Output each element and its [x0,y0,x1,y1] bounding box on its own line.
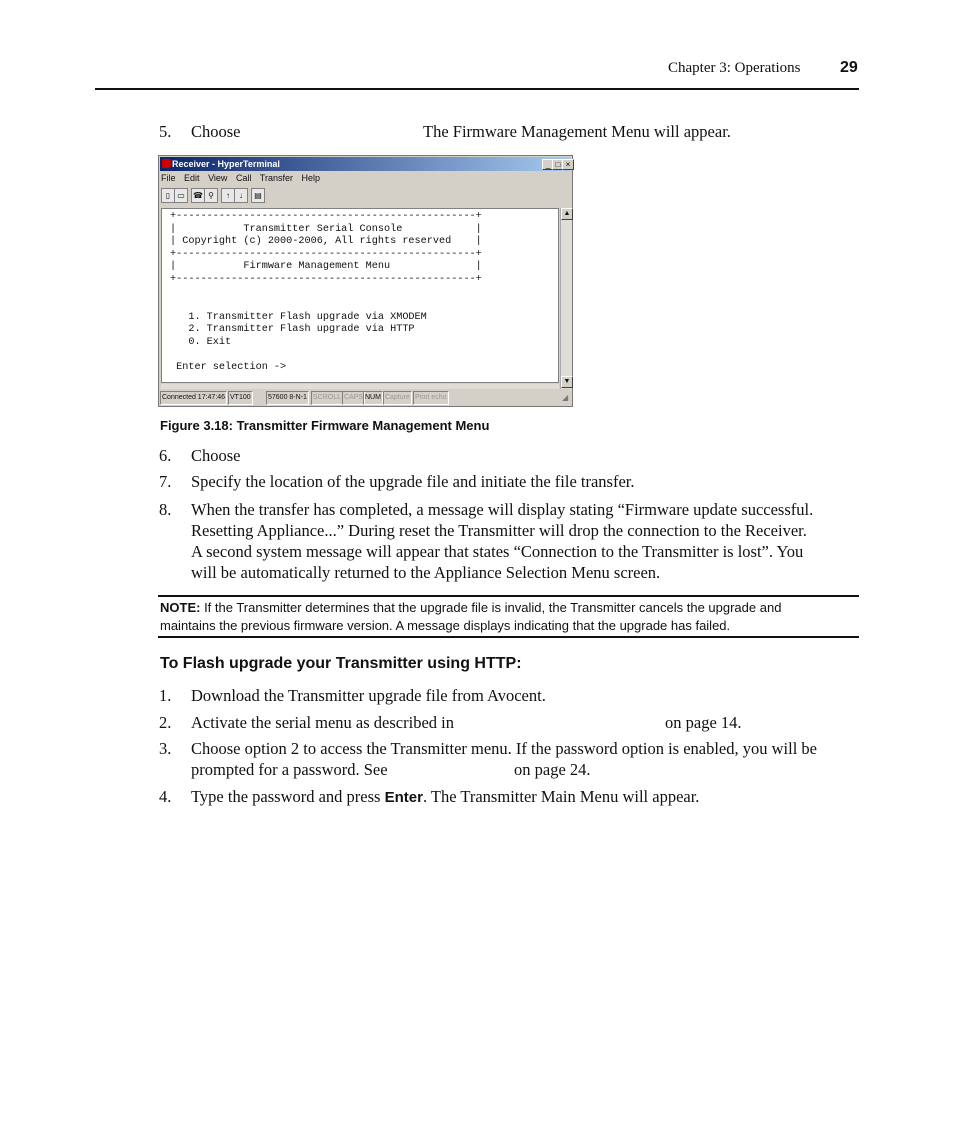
step-5-number: 5. [159,122,172,141]
scroll-down-icon[interactable]: ▼ [561,376,573,388]
step-5-choose: Choose [191,122,241,141]
maximize-icon[interactable]: □ [552,159,564,170]
menu-file[interactable]: File [161,173,176,183]
http-step-3-page-ref: on page 24. [514,760,591,779]
step-7-number: 7. [159,472,172,491]
window-title-bar [160,157,571,171]
status-connected: Connected 17:47:46 [160,391,227,405]
call-icon[interactable]: ☎ [191,188,205,203]
http-step-3-line-1: Choose option 2 to access the Transmitter menu. If the password option is enabled, you will be [191,739,817,758]
resize-grip-icon[interactable]: ◢ [562,393,569,402]
close-icon[interactable]: × [562,159,574,170]
note-label: NOTE: [160,600,201,615]
section-heading: To Flash upgrade your Transmitter using HTTP: [160,655,522,672]
http-step-4-pre: Type the password and press [191,787,385,806]
status-caps: CAPS [342,391,365,405]
menu-bar [161,173,326,185]
step-8-line-1: When the transfer has completed, a message will display stating “Firmware update successful. [191,500,814,519]
properties-icon[interactable]: ▤ [251,188,265,203]
status-emulation: VT100 [228,391,253,405]
step-7-text: Specify the location of the upgrade file and initiate the file transfer. [191,472,635,491]
page-number: 29 [840,59,858,76]
step-6-number: 6. [159,446,172,465]
step-8-number: 8. [159,500,172,519]
status-print-echo: Print echo [413,391,449,405]
http-step-3-number: 3. [159,739,172,758]
menu-edit[interactable]: Edit [184,173,200,183]
http-step-4-text [191,786,699,808]
minimize-icon[interactable]: _ [542,159,554,170]
http-step-2-text: Activate the serial menu as described in [191,713,454,732]
http-step-2-number: 2. [159,713,172,732]
hyperterminal-window [158,155,573,407]
status-capture: Capture [383,391,412,405]
terminal-text: +-------------------------------------------------+ | Transmitter Serial Console | | Copyright (c) 2000-2006, All rights reserved | +-------------------------------------------------+ | Firmware Management Menu | +-------------------------------------------------+ 1. Transmitter Flash upgrade via XMODEM 2. Transmitter Flash upgrade via HTTP 0. Exit Enter selection -> [170,211,482,374]
running-header-chapter: Chapter 3: Operations [668,60,801,76]
menu-view[interactable]: View [208,173,228,183]
hyperterminal-app-icon [162,159,171,168]
note-box [160,599,860,635]
http-step-3-line-2: prompted for a password. See [191,760,388,779]
vertical-scrollbar[interactable] [560,208,572,389]
note-line-1: If the Transmitter determines that the upgrade file is invalid, the Transmitter cancels the upgrade and [200,600,782,615]
step-6-text: Choose [191,446,241,465]
http-step-4-post: . The Transmitter Main Menu will appear. [422,787,700,806]
terminal-area[interactable] [161,208,559,383]
status-num: NUM [363,391,383,405]
note-rule-bottom [158,636,859,638]
step-5-text: The Firmware Management Menu will appear. [423,122,731,141]
http-step-2-page-ref: on page 14. [665,713,742,732]
figure-caption: Figure 3.18: Transmitter Firmware Management Menu [160,418,490,433]
window-title: Receiver - HyperTerminal [172,159,280,169]
menu-transfer[interactable]: Transfer [259,173,293,183]
http-step-4-number: 4. [159,787,172,806]
disconnect-icon[interactable]: ⚲ [204,188,218,203]
note-line-2: maintains the previous firmware version. A message displays indicating that the upgrade has failed. [160,618,731,633]
step-8-line-3: A second system message will appear that states “Connection to the Transmitter is lost”. You [191,542,804,561]
menu-call[interactable]: Call [235,173,252,183]
http-step-1-text: Download the Transmitter upgrade file from Avocent. [191,686,546,705]
step-8-line-2: Resetting Appliance...” During reset the Transmitter will drop the connection to the Receiver. [191,521,807,540]
step-8-line-4: will be automatically returned to the Appliance Selection Menu screen. [191,563,661,582]
note-rule-top [158,595,859,597]
send-icon[interactable]: ↑ [221,188,235,203]
scroll-up-icon[interactable]: ▲ [561,208,573,220]
status-scroll: SCROLL [311,391,343,405]
menu-help[interactable]: Help [301,173,321,183]
status-port-settings: 57600 8-N-1 [266,391,309,405]
status-bar [160,391,572,405]
receive-icon[interactable]: ↓ [234,188,248,203]
new-connection-icon[interactable]: ▯ [161,188,175,203]
open-icon[interactable]: ▭ [174,188,188,203]
http-step-1-number: 1. [159,686,172,705]
enter-key-label: Enter [384,789,423,806]
header-rule [95,88,859,90]
horizontal-scrollbar[interactable] [161,384,559,389]
